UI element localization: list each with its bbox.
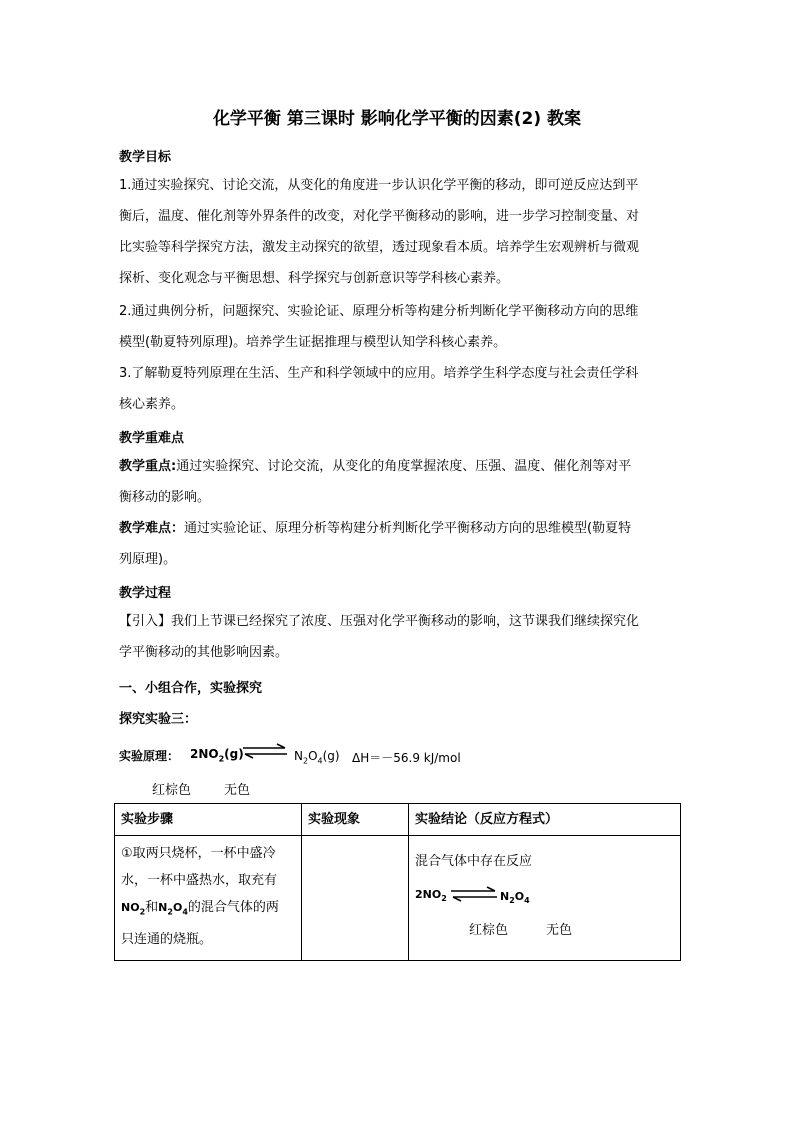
conclusion-reactant-color: 红棕色: [469, 923, 509, 938]
principle-label: 实验原理：: [119, 749, 180, 763]
conclusion-text: 混合气体中存在反应: [415, 854, 533, 869]
step-text: 的混合气体的两: [187, 900, 279, 915]
n2o4-subscript: 4: [182, 907, 188, 917]
product-state: (g): [322, 749, 340, 763]
reactant-formula: [190, 747, 244, 763]
conclusion-product-text: O: [514, 890, 525, 903]
table-header: [302, 804, 409, 836]
equilibrium-arrows-icon: [243, 743, 287, 759]
conclusion-reactant-text: 2NO: [415, 888, 442, 901]
reactant-subscript: 2: [218, 754, 225, 764]
objective-line: 模型(勒夏特列原理)。培养学生证据推理与模型认知学科核心素养。: [119, 335, 507, 350]
page-title: 化学平衡 第三课时 影响化学平衡的因素(2) 教案: [212, 109, 582, 129]
table-header: [409, 804, 681, 836]
objective-line: 2.通过典例分析，问题探究、实验论证、原理分析等构建分析判断化学平衡移动方向的思维: [119, 304, 639, 319]
conclusion-reactant-subscript: 2: [441, 894, 447, 904]
table-header: [115, 804, 302, 836]
reactant-text: 2NO: [190, 747, 219, 761]
product-subscript: 2: [302, 756, 309, 766]
conclusion-product-subscript: 2: [509, 896, 515, 906]
table-row: [115, 836, 681, 961]
header-phenomena: 实验现象: [308, 812, 361, 827]
product-subscript: 4: [317, 756, 323, 766]
key-point-label: 教学重点:: [119, 459, 177, 474]
product-text: O: [308, 749, 318, 763]
conclusion-product-text: N: [500, 890, 510, 903]
step-line: 水，一杯中盛热水，取充有: [121, 873, 278, 888]
difficult-point-line: 列原理)。: [119, 552, 177, 567]
conclusion-product-color: 无色: [546, 923, 573, 938]
reactant-state: (g): [224, 747, 244, 761]
difficult-point-text: 通过实验论证、原理分析等构建分析判断化学平衡移动方向的思维模型(勒夏特: [184, 521, 632, 536]
step-line: [115, 894, 301, 926]
conclusion-reactant: [415, 888, 447, 903]
experiment-heading: 探究实验三：: [119, 712, 198, 727]
step-text: 和: [145, 900, 159, 915]
conclusion-cell: [409, 836, 681, 961]
n2o4-formula: N: [158, 901, 168, 914]
table-header-row: [115, 804, 681, 836]
difficult-point-label: 教学难点：: [119, 521, 185, 536]
key-point-line: [119, 451, 679, 482]
intro-line: 【引入】我们上节课已经探究了浓度、压强对化学平衡移动的影响，这节课我们继续探究化: [119, 614, 640, 629]
objectives-heading: 教学目标: [119, 150, 172, 165]
process-heading: 教学过程: [119, 586, 172, 601]
step-cell: [115, 836, 302, 961]
header-steps: 实验步骤: [121, 812, 174, 827]
key-point-line: 衡移动的影响。: [119, 490, 211, 505]
n2o4-formula: O: [172, 901, 183, 914]
objective-line: 核心素养。: [119, 397, 185, 412]
no2-subscript: 2: [139, 907, 146, 917]
step-line: ①取两只烧杯，一杯中盛冷: [121, 846, 276, 861]
key-point-text: 通过实验探究、讨论交流，从变化的角度掌握浓度、压强、温度、催化剂等对平: [176, 459, 632, 474]
experiment-table: [114, 803, 681, 961]
difficult-point-line: [119, 513, 679, 544]
n2o4-subscript: 2: [167, 907, 173, 917]
objective-line: 1.通过实验探究、讨论交流，从变化的角度进一步认识化学平衡的移动，即可逆反应达到平: [119, 178, 639, 193]
section-heading: 一、小组合作，实验探究: [119, 681, 263, 696]
objective-line: 探析、变化观念与平衡思想、科学探究与创新意识等学科核心素养。: [119, 271, 510, 286]
no2-formula: NO: [121, 901, 140, 914]
product-color: 无色: [224, 783, 251, 798]
objective-line: 衡后，温度、催化剂等外界条件的改变，对化学平衡移动的影响，进一步学习控制变量、对: [119, 209, 640, 224]
reactant-color: 红棕色: [152, 783, 192, 798]
phenomena-cell: [302, 836, 409, 961]
objective-line: 3.了解勒夏特列原理在生活、生产和科学领域中的应用。培养学生科学态度与社会责任学科: [119, 366, 639, 381]
product-text: N: [294, 749, 303, 763]
conclusion-product-subscript: 4: [524, 896, 530, 906]
objective-line: 比实验等科学探究方法，激发主动探究的欲望，透过现象看本质。培养学生宏观辨析与微观: [119, 240, 640, 255]
key-points-heading: 教学重难点: [119, 431, 185, 446]
enthalpy-change: ΔH＝－56.9 kJ/mol: [352, 751, 461, 765]
step-line: 只连通的烧瓶。: [121, 931, 213, 947]
intro-line: 学平衡移动的其他影响因素。: [119, 645, 289, 660]
header-conclusion: 实验结论（反应方程式）: [415, 812, 559, 827]
conclusion-product: [500, 890, 530, 905]
product-formula: [294, 749, 340, 765]
equilibrium-arrows-icon: [451, 886, 497, 902]
